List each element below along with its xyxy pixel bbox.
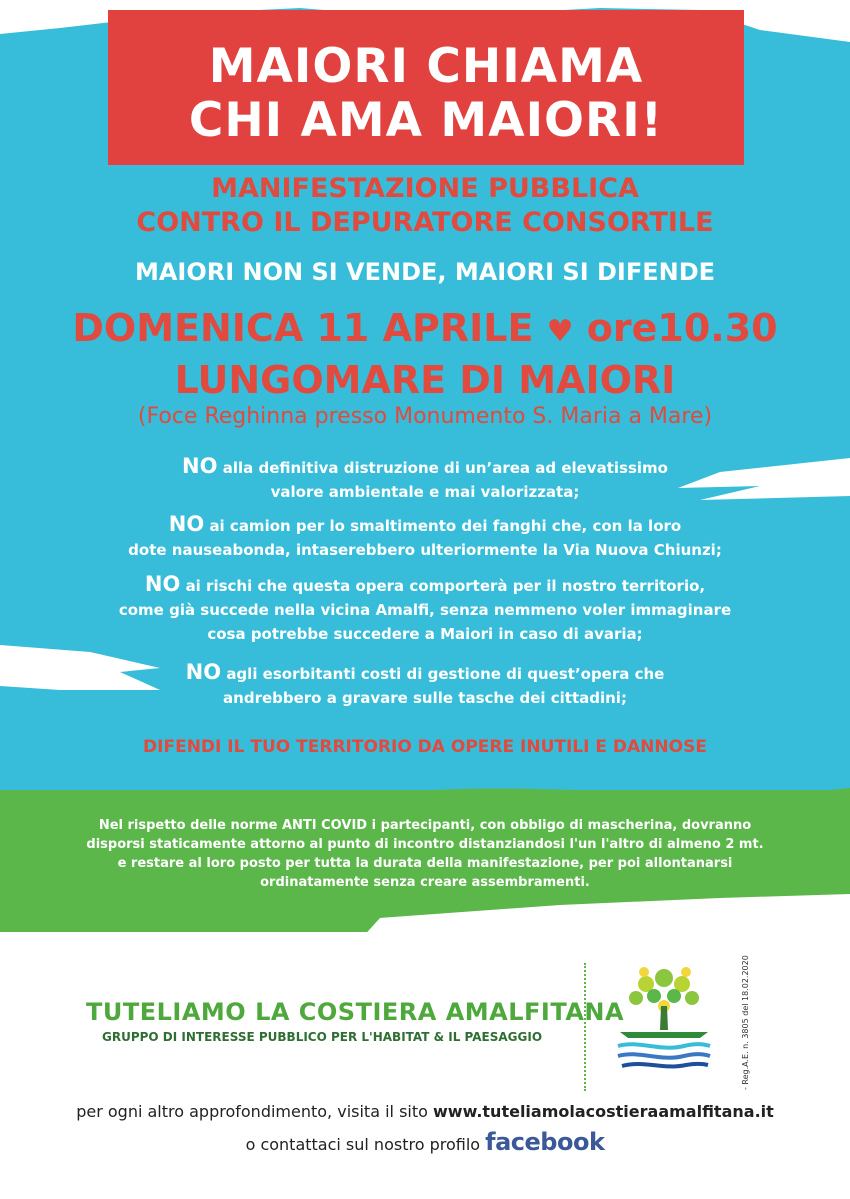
- wave-1: [618, 1044, 710, 1048]
- wave-3: [622, 1064, 708, 1067]
- reason-line: agli esorbitanti costi di gestione di quest’opera che: [226, 665, 665, 683]
- event-title-line2: CONTRO IL DEPURATORE CONSORTILE: [136, 207, 714, 238]
- footer-facebook-prefix: o contattaci sul nostro profilo: [245, 1135, 481, 1154]
- tree-canopy: [629, 967, 699, 1012]
- heart-icon: ♥: [546, 314, 574, 349]
- closing-slogan: DIFENDI IL TUO TERRITORIO DA OPERE INUTILI E DANNOSE: [143, 737, 707, 757]
- reason-no-label: NO: [144, 572, 181, 596]
- wave-2: [618, 1054, 710, 1058]
- event-date: DOMENICA 11 APRILE: [72, 306, 534, 350]
- slogan: MAIORI NON SI VENDE, MAIORI SI DIFENDE: [134, 258, 716, 286]
- reason-item: [90, 454, 760, 504]
- covid-line: disporsi staticamente attorno al punto di incontro distanziandosi l'un l'altro di almeno 2 mt.: [86, 837, 764, 852]
- reason-item: [90, 512, 760, 562]
- organization-name: TUTELIAMO LA COSTIERA AMALFITANA: [86, 998, 625, 1026]
- reason-item: [90, 660, 760, 710]
- footer-website-line: [0, 1102, 850, 1121]
- covid-line: Nel rispetto delle norme ANTI COVID i partecipanti, con obbligo di mascherina, dovranno: [98, 818, 752, 833]
- event-title: [0, 172, 850, 240]
- tree-trunk: [660, 1006, 668, 1030]
- event-time: ore10.30: [586, 306, 778, 350]
- footer-divider: [584, 963, 586, 1091]
- tree-logo-icon: [600, 960, 728, 1072]
- reason-line: alla definitiva distruzione di un’area ad elevatissimo: [222, 459, 668, 477]
- facebook-link[interactable]: facebook: [485, 1128, 605, 1156]
- reason-line: come già succede nella vicina Amalfi, senza nemmeno voler immaginare: [118, 601, 732, 619]
- registration-number: - Reg.A.E. n. 3805 del 18.02.2020: [741, 955, 750, 1090]
- organization-subtitle: GRUPPO DI INTERESSE PUBBLICO PER L'HABITAT & IL PAESAGGIO: [102, 1030, 543, 1044]
- tree-ground: [620, 1032, 708, 1038]
- event-place: LUNGOMARE DI MAIORI: [174, 358, 676, 402]
- covid-notice: [60, 816, 790, 892]
- footer-facebook-line: [0, 1128, 850, 1156]
- banner-title-line1: MAIORI CHIAMA: [208, 39, 644, 94]
- reason-no-label: NO: [185, 660, 222, 684]
- bottom-white-stroke: [360, 894, 850, 940]
- event-date-line: [0, 306, 850, 354]
- reason-line: dote nauseabonda, intaserebbero ulteriormente la Via Nuova Chiunzi;: [128, 541, 722, 559]
- banner-title: [108, 40, 744, 148]
- reason-item: [90, 572, 760, 646]
- website-link[interactable]: www.tuteliamolacostieraamalfitana.it: [433, 1102, 774, 1121]
- reason-line: andrebbero a gravare sulle tasche dei cittadini;: [223, 689, 627, 707]
- reason-line: ai rischi che questa opera comporterà per il nostro territorio,: [185, 577, 706, 595]
- covid-line: e restare al loro posto per tutta la durata della manifestazione, per poi allontanarsi: [117, 856, 733, 871]
- reason-line: ai camion per lo smaltimento dei fanghi che, con la loro: [209, 517, 682, 535]
- covid-line: ordinatamente senza creare assembramenti.: [260, 875, 590, 890]
- reason-no-label: NO: [182, 454, 218, 478]
- event-place-detail: (Foce Reghinna presso Monumento S. Maria a Mare): [137, 404, 713, 429]
- footer-website-prefix: per ogni altro approfondimento, visita il sito: [76, 1102, 428, 1121]
- reason-no-label: NO: [168, 512, 205, 536]
- event-title-line1: MANIFESTAZIONE PUBBLICA: [211, 173, 639, 204]
- banner-title-line2: CHI AMA MAIORI!: [188, 93, 664, 148]
- reason-line: valore ambientale e mai valorizzata;: [270, 483, 580, 501]
- reason-line: cosa potrebbe succedere a Maiori in caso di avaria;: [207, 625, 643, 643]
